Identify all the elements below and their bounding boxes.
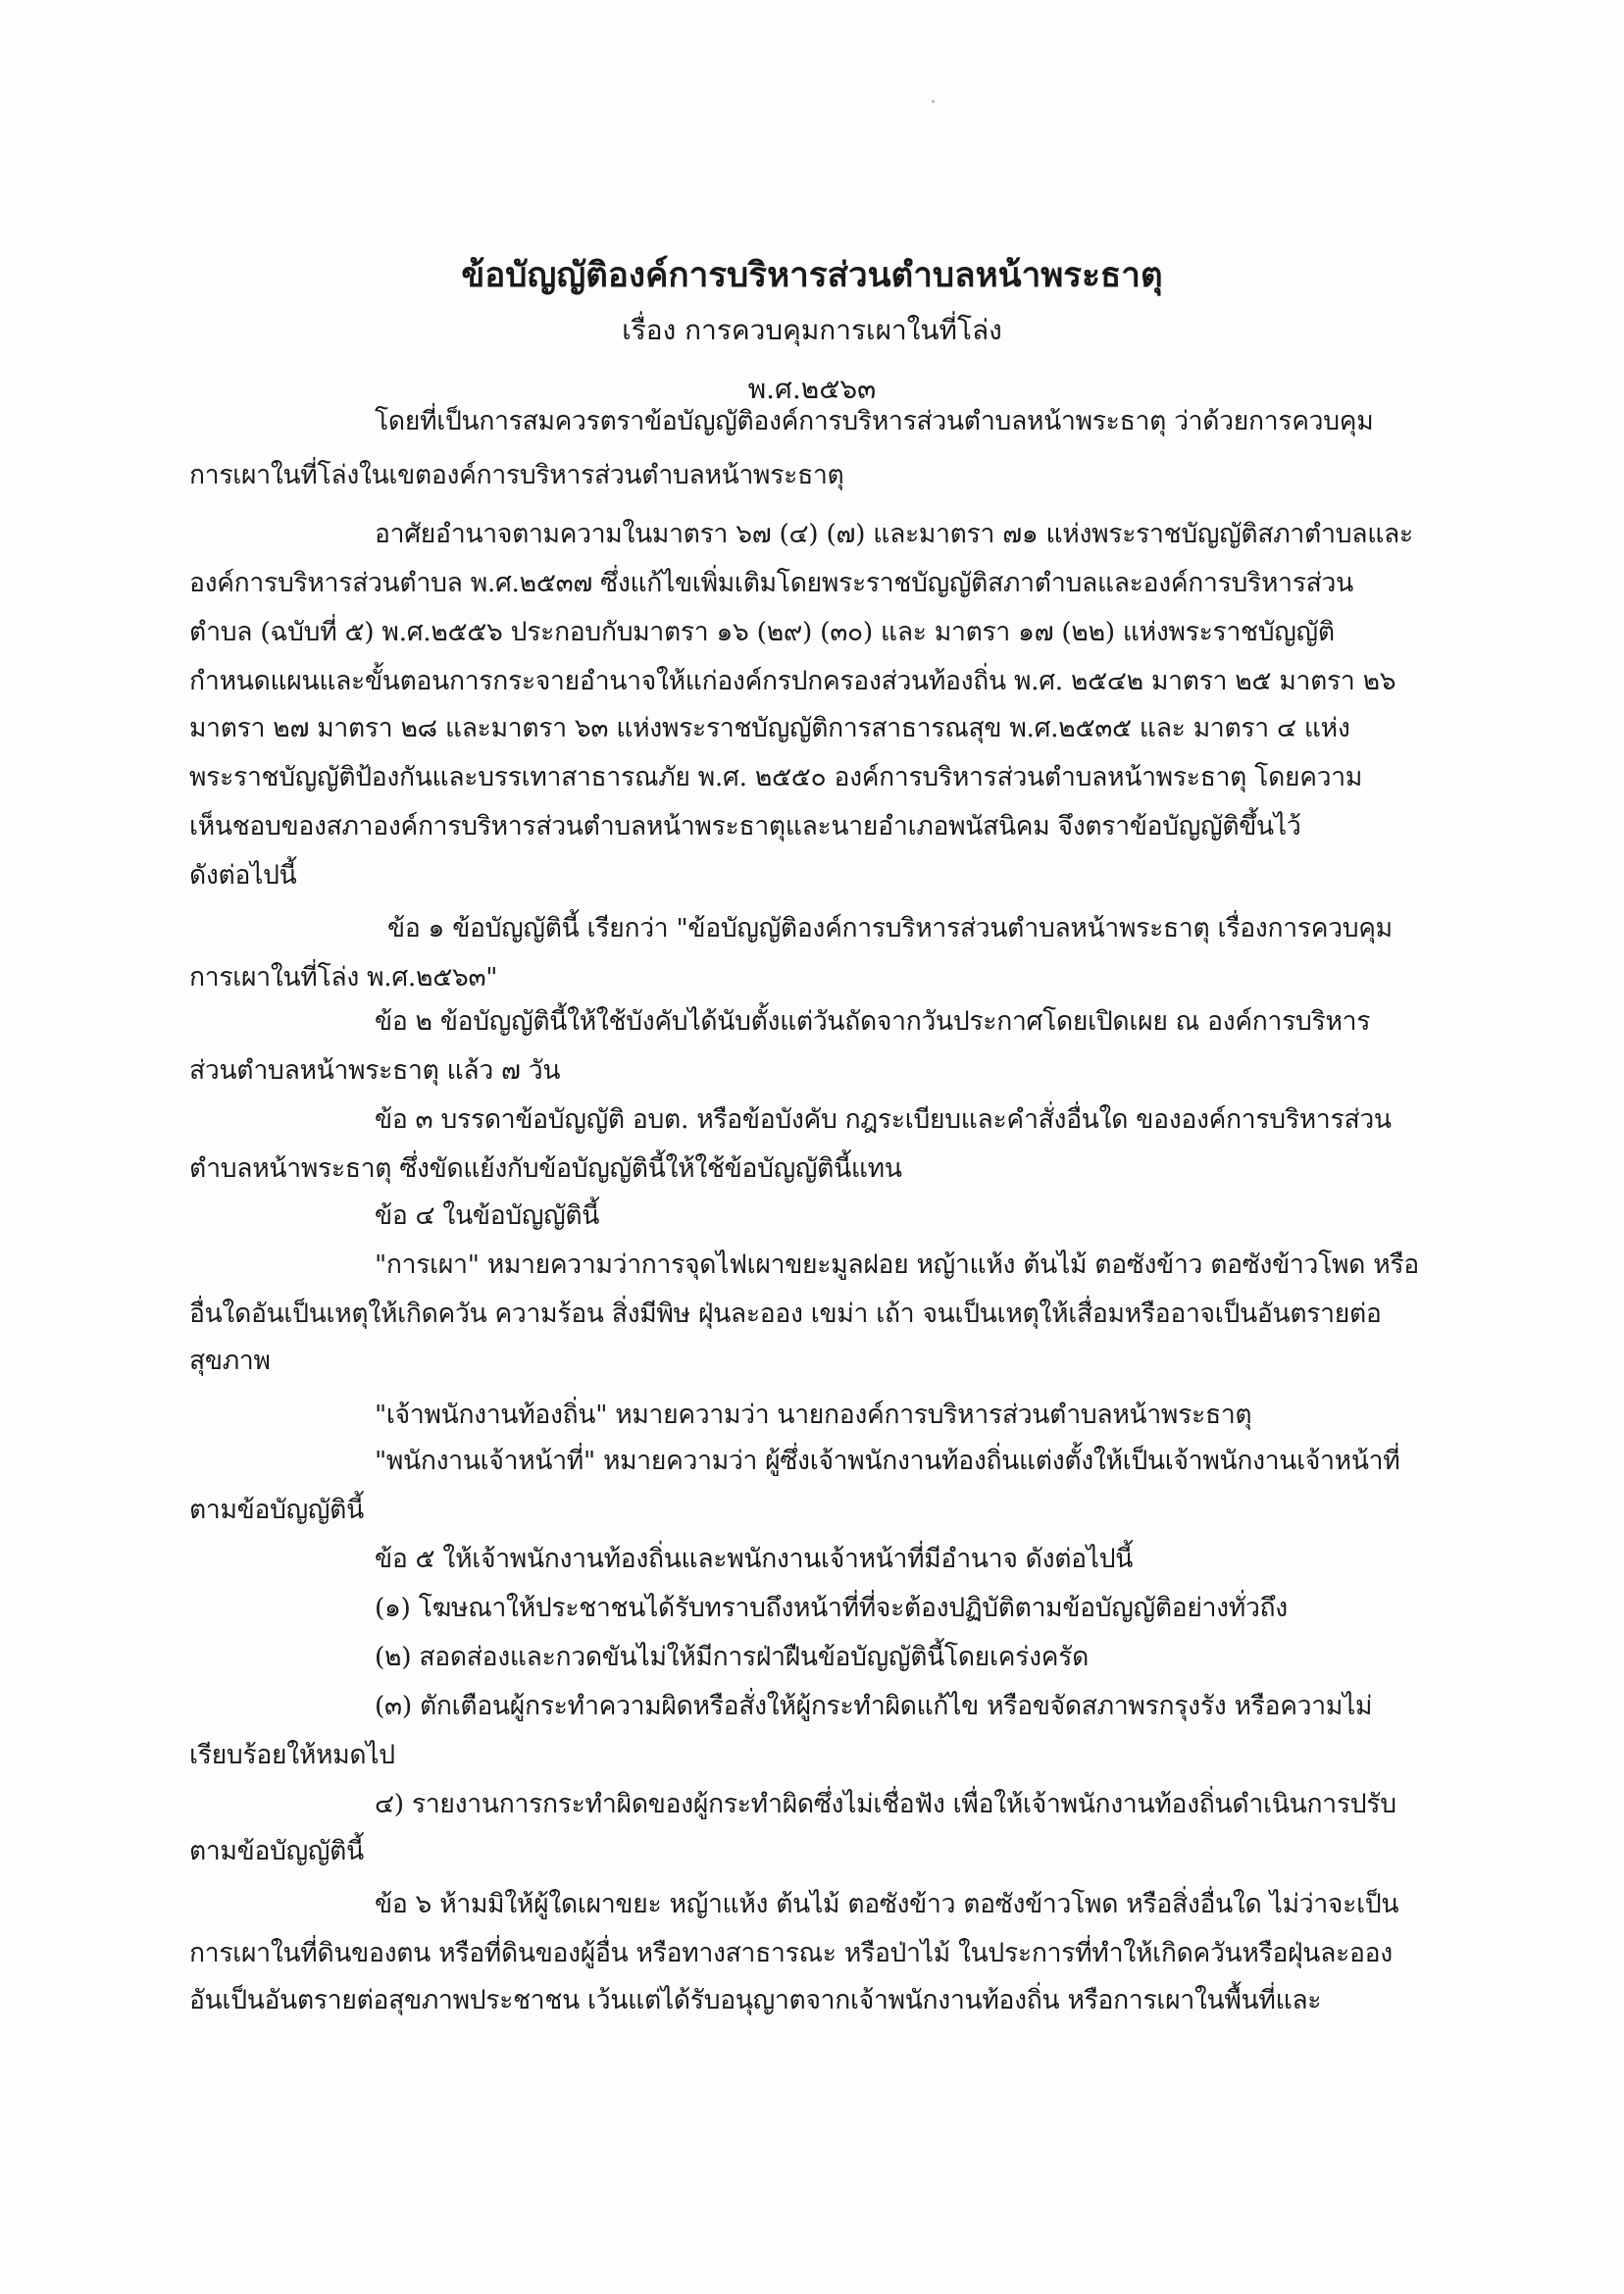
text-line: ตำบลหน้าพระธาตุ ซึ่งขัดแย้งกับข้อบัญญัตินี้ให้ใช้ข้อบัญญัตินี้แทน: [189, 1153, 902, 1184]
text-line: ๔) รายงานการกระทำผิดของผู้กระทำผิดซึ่งไม่เชื่อฟัง เพื่อให้เจ้าพนักงานท้องถิ่นดำเนินการปรับ: [375, 1789, 1396, 1819]
scan-speck: [932, 100, 935, 103]
text-line: ข้อ ๒ ข้อบัญญัตินี้ให้ใช้บังคับได้นับตั้งแต่วันถัดจากวันประกาศโดยเปิดเผย ณ องค์การบริหาร: [375, 1006, 1371, 1037]
text-line: ตามข้อบัญญัตินี้: [189, 1836, 364, 1866]
document-title: ข้อบัญญัติองค์การบริหารส่วนตำบลหน้าพระธาตุ: [461, 255, 1163, 295]
document-year: พ.ศ.๒๕๖๓: [747, 373, 877, 405]
text-line: โดยที่เป็นการสมควรตราข้อบัญญัติองค์การบริหารส่วนตำบลหน้าพระธาตุ ว่าด้วยการควบคุม: [375, 406, 1374, 436]
text-line: ข้อ ๔ ในข้อบัญญัตินี้: [375, 1200, 600, 1231]
text-line: ข้อ ๕ ให้เจ้าพนักงานท้องถิ่นและพนักงานเจ้าหน้าที่มีอำนาจ ดังต่อไปนี้: [375, 1544, 1134, 1574]
text-line: อื่นใดอันเป็นเหตุให้เกิดควัน ความร้อน สิ่งมีพิษ ฝุ่นละออง เขม่า เถ้า จนเป็นเหตุให้เสื่อมหรืออาจเป็นอันตรายต่อ: [189, 1299, 1382, 1329]
text-line: ดังต่อไปนี้: [189, 860, 297, 891]
document-subject: เรื่อง การควบคุมการเผาในที่โล่ง: [622, 314, 1002, 346]
text-line: เรียบร้อยให้หมดไป: [189, 1740, 395, 1770]
text-line: "พนักงานเจ้าหน้าที่" หมายความว่า ผู้ซึ่งเจ้าพนักงานท้องถิ่นแต่งตั้งให้เป็นเจ้าพนักงานเจ้าหน้าที่: [375, 1446, 1400, 1476]
text-line: อันเป็นอันตรายต่อสุขภาพประชาชน เว้นแต่ได้รับอนุญาตจากเจ้าพนักงานท้องถิ่น หรือการเผาในพื้นที่และ: [189, 1985, 1322, 2015]
text-line: การเผาในที่โล่งในเขตองค์การบริหารส่วนตำบลหน้าพระธาตุ: [189, 460, 844, 490]
text-line: "เจ้าพนักงานท้องถิ่น" หมายความว่า นายกองค์การบริหารส่วนตำบลหน้าพระธาตุ: [375, 1400, 1252, 1430]
text-line: สุขภาพ: [189, 1346, 271, 1376]
text-line: องค์การบริหารส่วนตำบล พ.ศ.๒๕๓๗ ซึ่งแก้ไขเพิ่มเติมโดยพระราชบัญญัติสภาตำบลและองค์การบริหารส่วน: [189, 568, 1353, 598]
text-line: อาศัยอำนาจตามความในมาตรา ๖๗ (๔) (๗) และมาตรา ๗๑ แห่งพระราชบัญญัติสภาตำบลและ: [375, 519, 1413, 549]
text-line: ตำบล (ฉบับที่ ๕) พ.ศ.๒๕๕๖ ประกอบกับมาตรา ๑๖ (๒๙) (๓๐) และ มาตรา ๑๗ (๒๒) แห่งพระราชบัญญัติ: [189, 617, 1335, 647]
text-line: ข้อ ๖ ห้ามมิให้ผู้ใดเผาขยะ หญ้าแห้ง ต้นไม้ ตอซังข้าว ตอซังข้าวโพด หรือสิ่งอื่นใด ไม่ว่าจะเป็น: [375, 1889, 1399, 1919]
text-line: "การเผา" หมายความว่าการจุดไฟเผาขยะมูลฝอย หญ้าแห้ง ต้นไม้ ตอซังข้าว ตอซังข้าวโพด หรือ: [375, 1249, 1419, 1280]
text-line: การเผาในที่ดินของตน หรือที่ดินของผู้อื่น หรือทางสาธารณะ หรือป่าไม้ ในประการที่ทำให้เกิดควันหรือฝุ่นละออง: [189, 1938, 1393, 1968]
text-line: การเผาในที่โล่ง พ.ศ.๒๕๖๓": [189, 962, 498, 993]
text-line: (๑) โฆษณาให้ประชาชนได้รับทราบถึงหน้าที่ที่จะต้องปฏิบัติตามข้อบัญญัติอย่างทั่วถึง: [375, 1593, 1288, 1623]
text-line: (๓) ตักเตือนผู้กระทำความผิดหรือสั่งให้ผู้กระทำผิดแก้ไข หรือขจัดสภาพรกรุงรัง หรือความไม่: [375, 1691, 1373, 1721]
text-line: พระราชบัญญัติป้องกันและบรรเทาสาธารณภัย พ.ศ. ๒๕๕๐ องค์การบริหารส่วนตำบลหน้าพระธาตุ โดยความ: [189, 762, 1363, 792]
text-line: (๒) สอดส่องและกวดขันไม่ให้มีการฝ่าฝืนข้อบัญญัตินี้โดยเคร่งครัด: [375, 1642, 1090, 1672]
text-line: ตามข้อบัญญัตินี้: [189, 1495, 364, 1525]
text-line: มาตรา ๒๗ มาตรา ๒๘ และมาตรา ๖๓ แห่งพระราชบัญญัติการสาธารณสุข พ.ศ.๒๕๓๕ และ มาตรา ๔ แห่ง: [189, 713, 1350, 743]
text-line: ข้อ ๑ ข้อบัญญัตินี้ เรียกว่า "ข้อบัญญัติองค์การบริหารส่วนตำบลหน้าพระธาตุ เรื่องการควบคุม: [387, 913, 1393, 943]
text-line: เห็นชอบของสภาองค์การบริหารส่วนตำบลหน้าพระธาตุและนายอำเภอพนัสนิคม จึงตราข้อบัญญัติขึ้นไว้: [189, 811, 1301, 841]
text-line: กำหนดแผนและขั้นตอนการกระจายอำนาจให้แก่องค์กรปกครองส่วนท้องถิ่น พ.ศ. ๒๕๔๒ มาตรา ๒๕ มาตรา ๒๖: [189, 666, 1396, 696]
text-line: ส่วนตำบลหน้าพระธาตุ แล้ว ๗ วัน: [189, 1055, 561, 1086]
text-line: ข้อ ๓ บรรดาข้อบัญญัติ อบต. หรือข้อบังคับ กฎระเบียบและคำสั่งอื่นใด ขององค์การบริหารส่วน: [375, 1104, 1392, 1135]
